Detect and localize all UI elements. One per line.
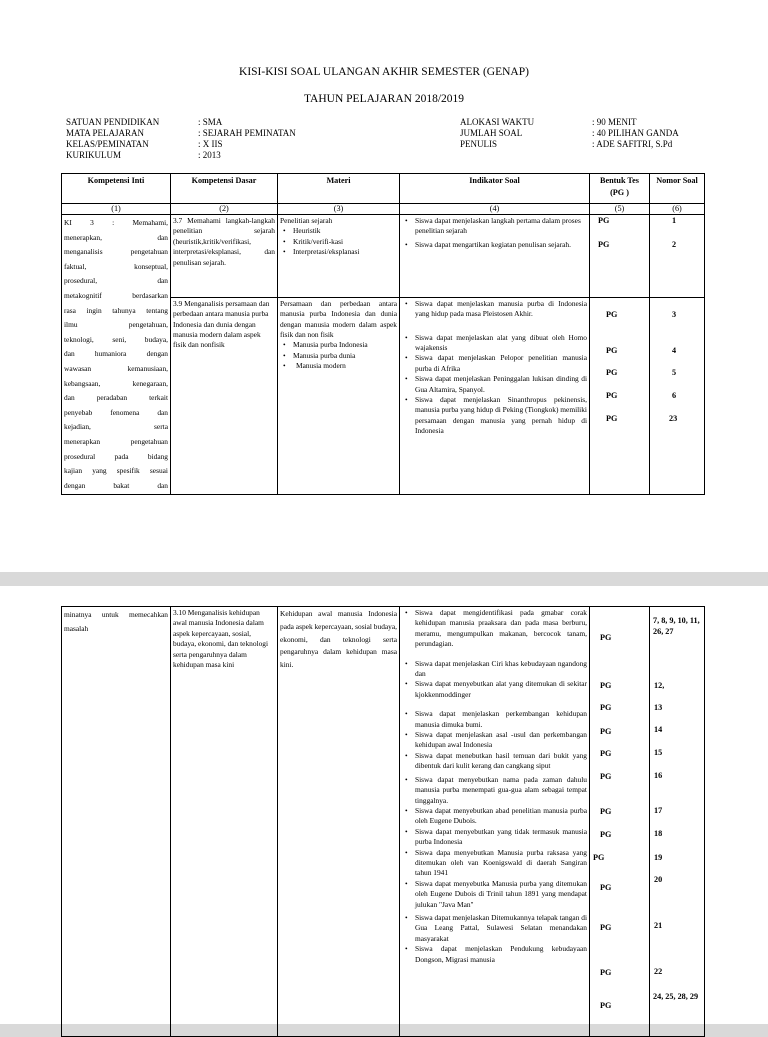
kompetensi-inti-cell: minatnya untuk memecahkan masalah	[62, 607, 171, 1037]
nomor-label: 15	[654, 748, 663, 757]
nomor-label: 5	[672, 367, 677, 377]
materi-cell	[278, 297, 400, 495]
materi-item: • Kritik/verifi-kasi	[280, 237, 397, 247]
pg-label: PG	[600, 749, 612, 758]
bentuk-tes-cell	[590, 215, 650, 298]
materi-item: • Manusia purba dunia	[280, 351, 397, 361]
indikator-item: • Siswa dapat menjelaskan Pelopor penelitian manusia purba di Afrika	[402, 353, 587, 374]
meta-value: : 40 PILIHAN GANDA	[592, 128, 679, 138]
meta-value: : X IIS	[198, 139, 223, 149]
indikator-item: • Siswa dapat menyebutkan abad penelitian manusia purba oleh Eugene Dubois.	[402, 806, 587, 827]
meta-label: SATUAN PENDIDIKAN	[66, 117, 160, 127]
pg-label: PG	[598, 240, 610, 249]
nomor-label: 19	[654, 853, 663, 862]
nomor-label: 3	[672, 309, 677, 319]
nomor-label: 7, 8, 9, 10, 11, 26, 27	[653, 616, 700, 636]
ki-line: dengan bakat dan	[64, 480, 168, 490]
materi-item: • Manusia modern	[280, 361, 397, 371]
meta-label: PENULIS	[460, 139, 498, 149]
pg-label: PG	[600, 1001, 612, 1010]
ki-line: metakognitif berdasarkan	[64, 290, 168, 300]
indikator-cell	[400, 215, 590, 298]
header-materi: Materi	[278, 174, 400, 204]
pg-label: PG	[593, 853, 605, 862]
materi-heading: Penelitian sejarah	[280, 216, 333, 225]
nomor-soal-cell	[650, 297, 705, 495]
ki-line: rasa ingin tahunya tentang	[64, 305, 168, 315]
pg-label: PG	[600, 923, 612, 932]
nomor-label: 14	[654, 725, 663, 734]
header-indikator-soal: Indikator Soal	[400, 174, 590, 204]
pg-label: PG	[600, 830, 612, 839]
ki-line: kebangsaan, kenegaraan,	[64, 378, 168, 388]
indikator-list	[402, 608, 587, 965]
indikator-item: • Siswa dapat menyebutkan nama pada zaman dahulu manusia purba menempati gua-gua alam sebagai tempat tinggalnya.	[402, 775, 587, 806]
meta-label: KURIKULUM	[66, 150, 121, 160]
indikator-item: • Siswa dapat menyebutka Manusia purba yang ditemukan oleh Eugene Dubois di Trinil tahun 1891 yang mendapat julukan "Java Man"	[402, 879, 587, 910]
ki-line: kajian yang spesifik sesuai	[64, 466, 168, 476]
pg-label: PG	[600, 772, 612, 781]
meta-value: : 90 MENIT	[592, 117, 637, 127]
kisi-kisi-table-page-1	[61, 173, 705, 495]
kisi-kisi-table-page-2	[61, 606, 705, 1037]
pg-label: PG	[600, 727, 612, 736]
materi-list	[280, 340, 397, 371]
indikator-item: • Siswa dapat mengidentifikasi pada gmabar corak kehidupan manusia praaksara dan pada masa berburu, meramu, mengumpulkan makanan, bercocok tanam, perundagian.	[402, 608, 587, 650]
meta-label: KELAS/PEMINATAN	[66, 139, 149, 149]
nomor-label: 20	[654, 875, 663, 884]
meta-value: : SEJARAH PEMINATAN	[198, 128, 296, 138]
nomor-label: 12,	[654, 681, 665, 690]
indikator-item: • Siswa dapat menjelaskan perkembangan kehidupan manusia dimuka bumi.	[402, 709, 587, 730]
kompetensi-dasar-cell: 3.9 Menganalisis persamaan dan perbedaan antara manusia purba Indonesia dan dunia dengan manusia modern dalam aspek fisik dan nonfisik	[171, 297, 278, 495]
kompetensi-dasar-cell: 3.10 Menganalisis kehidupan awal manusia Indonesia dalam aspek kepercayaan, sosial, budaya, ekonomi, dan teknologi serta pengaruhnya dalam kehidupan masa kini	[171, 607, 278, 1037]
meta-value: : 2013	[198, 150, 221, 160]
ki-line: menerapkan, dan	[64, 232, 168, 242]
pg-label: PG	[606, 413, 618, 423]
column-number: (4)	[400, 204, 590, 215]
meta-right-labels	[460, 117, 534, 150]
document-title: KISI-KISI SOAL ULANGAN AKHIR SEMESTER (GENAP)	[239, 66, 529, 78]
ki-line: wawasan kemanusiaan,	[64, 363, 168, 373]
nomor-soal-cell	[650, 607, 705, 1037]
table-row	[62, 607, 705, 1037]
column-number: (1)	[62, 204, 171, 215]
ki-line: prosedural, dan	[64, 276, 168, 286]
column-number: (2)	[171, 204, 278, 215]
pg-label: PG	[600, 883, 612, 892]
meta-value: : ADE SAFITRI, S.Pd	[592, 139, 673, 149]
header-kompetensi-inti: Kompetensi Inti	[62, 174, 171, 204]
column-number-row	[62, 204, 705, 215]
indikator-list	[402, 216, 587, 250]
pg-label: PG	[606, 309, 618, 319]
meta-left-labels	[66, 117, 159, 161]
indikator-item: • Siswa dapat menjelaskan asal -usul dan perkembangan kehidupan awal Indonesia	[402, 730, 587, 751]
meta-left-values	[198, 117, 296, 161]
pg-label: PG	[598, 216, 610, 225]
pg-label: PG	[606, 390, 618, 400]
column-number: (5)	[590, 204, 650, 215]
header-nomor-soal: Nomor Soal	[650, 174, 705, 204]
indikator-item: • Siswa dapat menjelaskan Pendukung kebudayaan Dongson, Migrasi manusia	[402, 944, 587, 965]
ki-line: faktual, konseptual,	[64, 261, 168, 271]
bentuk-tes-cell	[590, 607, 650, 1037]
indikator-item: • Siswa dapat menyebutkan yang tidak termasuk manusia purba Indonesia	[402, 827, 587, 848]
indikator-item: • Siswa dapat menjelaskan Peninggalan lukisan dinding di Gua Altamira, Spanyol.	[402, 374, 587, 395]
nomor-label: 2	[672, 240, 677, 249]
materi-cell	[278, 215, 400, 298]
materi-item: • Interpretasi/eksplanasi	[280, 247, 397, 257]
materi-item: • Heuristik	[280, 226, 397, 236]
nomor-label: 24, 25, 28, 29	[653, 992, 699, 1001]
materi-list	[280, 226, 397, 257]
document-page-2	[0, 586, 768, 1024]
column-number: (6)	[650, 204, 705, 215]
indikator-cell	[400, 607, 590, 1037]
meta-right-values	[592, 117, 679, 150]
nomor-soal-cell	[650, 215, 705, 298]
materi-item: • Manusia purba Indonesia	[280, 340, 397, 350]
bentuk-tes-cell	[590, 297, 650, 495]
indikator-item: • Siswa dapat menjelaskan langkah pertama dalam proses penelitian sejarah	[402, 216, 587, 237]
table-header-row	[62, 174, 705, 204]
kompetensi-inti-cell	[62, 215, 171, 495]
kompetensi-dasar-cell: 3.7 Memahami langkah-langkah penelitian sejarah (heuristik,kritik/verifikasi, interpretasi/eksplanasi, dan penulisan sejarah.	[171, 215, 278, 298]
document-subtitle: TAHUN PELAJARAN 2018/2019	[303, 93, 465, 105]
nomor-label: 22	[654, 967, 663, 976]
ki-line: prosedural pada bidang	[64, 451, 168, 461]
ki-line: penyebab fenomena dan	[64, 407, 168, 417]
indikator-item: • Siswa dapat menjelaskan alat yang dibuat oleh Homo wajakensis	[402, 333, 587, 354]
nomor-label: 18	[654, 829, 663, 838]
ki-line: teknologi, seni, budaya,	[64, 334, 168, 344]
indikator-list	[402, 299, 587, 437]
nomor-label: 1	[672, 216, 677, 225]
indikator-item: • Siswa dapat menjelaskan Ciri khas kebudayaan ngandong dan	[402, 659, 587, 680]
ki-line: ilmu pengetahuan,	[64, 320, 168, 330]
ki-line: menganalisis pengetahuan	[64, 247, 168, 257]
meta-value: : SMA	[198, 117, 223, 127]
nomor-label: 17	[654, 806, 663, 815]
pg-label: PG	[600, 633, 612, 642]
indikator-item: • Siswa dapat menebutkan hasil temuan dari bukit yang dibentuk dari kulit kerang dan cangkang siput	[402, 751, 587, 772]
header-bentuk-tes: Bentuk Tes (PG )	[590, 174, 650, 204]
indikator-cell	[400, 297, 590, 495]
indikator-item: • Siswa dapat mengartikan kegiatan penulisan sejarah.	[402, 240, 587, 250]
header-kompetensi-dasar: Kompetensi Dasar	[171, 174, 278, 204]
nomor-label: 6	[672, 390, 677, 400]
meta-label: MATA PELAJARAN	[66, 128, 145, 138]
pg-label: PG	[606, 367, 618, 377]
pg-label: PG	[600, 807, 612, 816]
pg-label: PG	[600, 703, 612, 712]
materi-heading: Persamaan dan perbedaan antara manusia purba Indonesia dan dunia dengan manusia modern dalam aspek fisik dan non fisik	[280, 298, 397, 339]
pg-label: PG	[600, 968, 612, 977]
ki-line: KI 3 : Memahami,	[64, 218, 168, 227]
ki-line: dan peradaban terkait	[64, 393, 168, 403]
meta-label: ALOKASI WAKTU	[460, 117, 535, 127]
ki-line: kejadian, serta	[64, 422, 168, 432]
pg-label: PG	[600, 681, 612, 690]
nomor-label: 23	[669, 413, 678, 423]
column-number: (3)	[278, 204, 400, 215]
nomor-label: 4	[672, 345, 677, 355]
materi-cell: Kehidupan awal manusia Indonesia pada aspek kepercayaan, sosial budaya, ekonomi, dan teknologi serta pengaruhnya dalam kehidupan masa kini.	[278, 607, 400, 1037]
nomor-label: 21	[654, 921, 663, 930]
indikator-item: • Siswa dapat menjelaskan Ditemukannya telapak tangan di Gua Leang Pattal, Sulawesi Selatan menandakan masyarakat	[402, 913, 587, 944]
ki-line: menerapkan pengetahuan	[64, 436, 168, 446]
indikator-item: • Siswa dapat menjelaskan Sinanthropus pekinensis, manusia purba yang hidup di Peking (Tiongkok) memiliki persamaan dengan manusia yang pernah hidup di Indonesia	[402, 395, 587, 437]
indikator-item: • Siswa dapa menyebutkan Manusia purba raksasa yang ditemukan oleh van Koenigswald di daerah Sangiran tahun 1941	[402, 848, 587, 879]
indikator-item: • Siswa dapat menjelaskan manusia purba di Indonesia yang hidup pada masa Pleistosen Akhir.	[402, 299, 587, 320]
pg-label: PG	[606, 345, 618, 355]
nomor-label: 13	[654, 703, 663, 712]
meta-label: JUMLAH SOAL	[460, 128, 523, 138]
nomor-label: 16	[654, 771, 663, 780]
indikator-item: • Siswa dapat menyebutkan alat yang ditemukan di sekitar kjokkenmoddinger	[402, 679, 587, 700]
table-row	[62, 215, 705, 298]
ki-line: dan humaniora dengan	[64, 349, 168, 359]
